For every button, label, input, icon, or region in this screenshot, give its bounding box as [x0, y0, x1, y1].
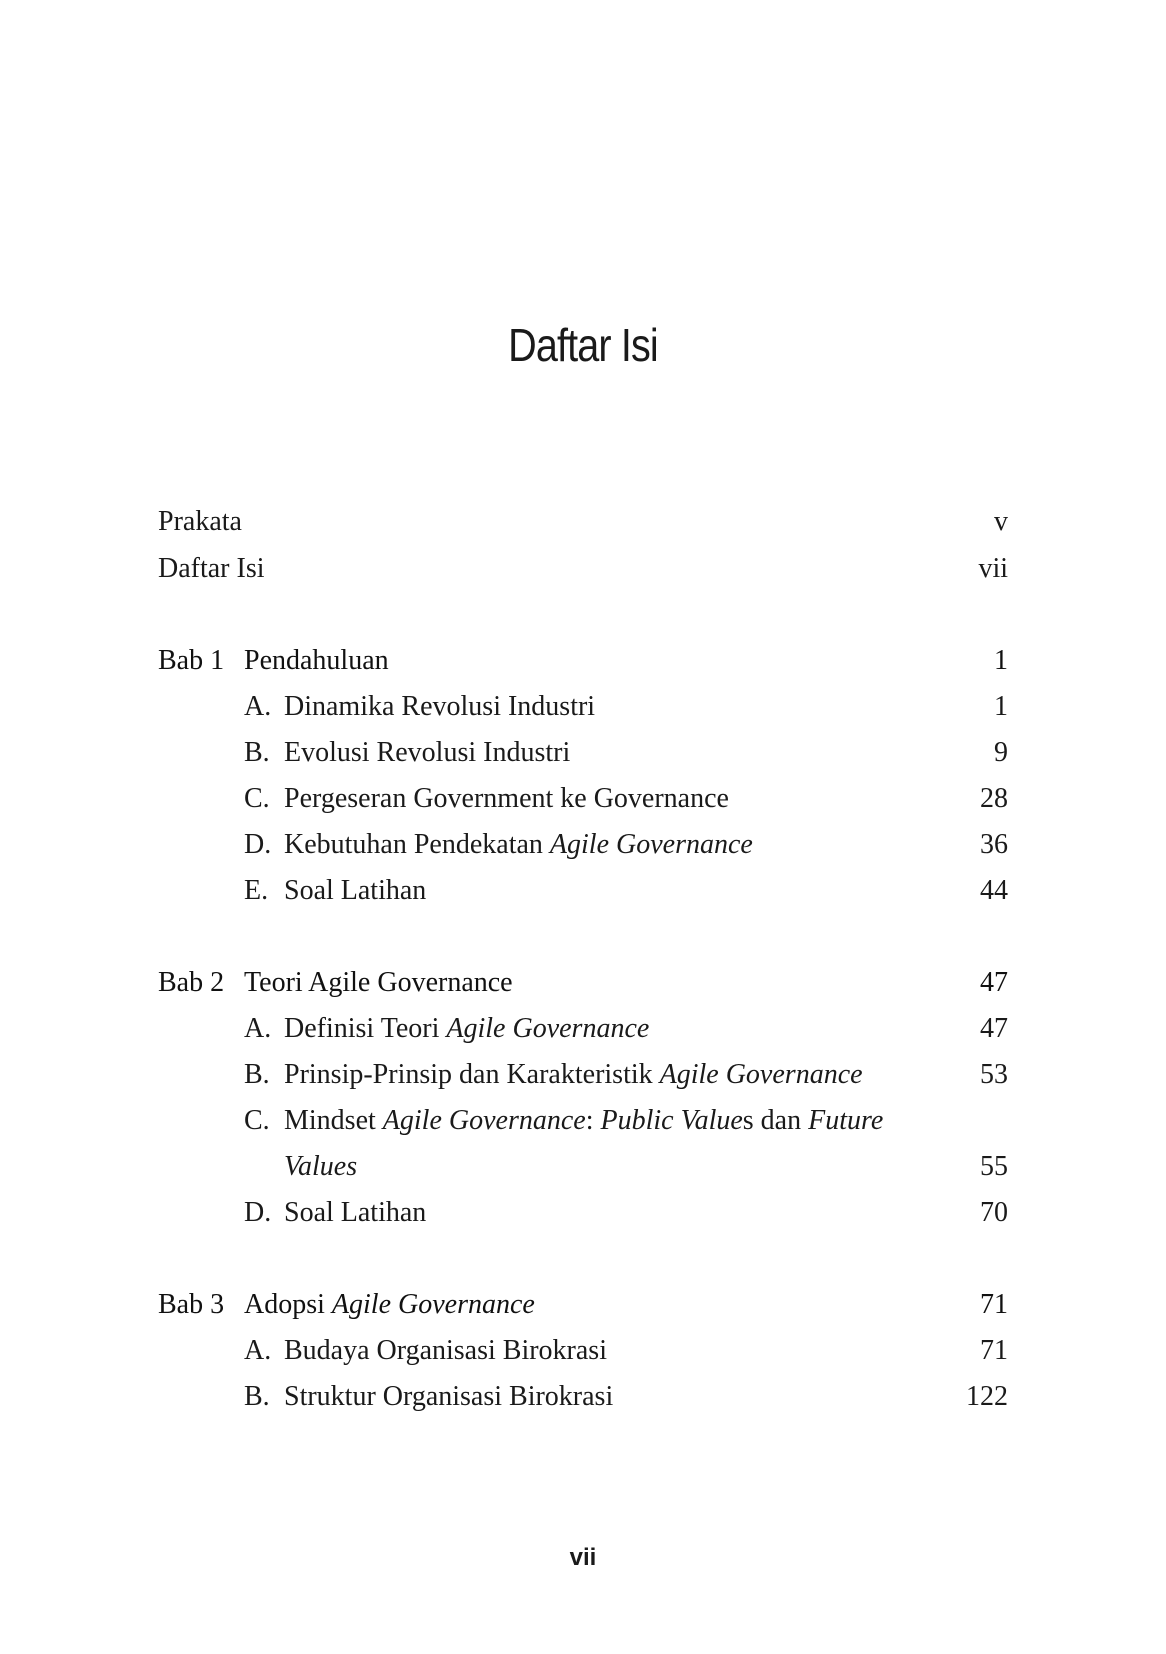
- page-title: Daftar Isi: [508, 319, 658, 371]
- entry-title: Kebutuhan Pendekatan Agile Governance: [284, 829, 753, 860]
- toc-page-number: 47: [980, 1013, 1008, 1044]
- toc-page-number: 122: [966, 1381, 1008, 1412]
- chapter-number: Bab 2: [158, 967, 225, 998]
- toc-chapter-1[interactable]: [158, 643, 1008, 679]
- toc-entry[interactable]: [158, 1379, 1008, 1415]
- entry-letter: C.: [244, 1105, 270, 1136]
- toc-entry[interactable]: [158, 873, 1008, 909]
- toc-page-number: 9: [994, 737, 1008, 768]
- chapter-number: Bab 1: [158, 645, 225, 676]
- entry-title: Prinsip-Prinsip dan Karakteristik Agile Governance: [284, 1059, 863, 1090]
- footer-page-number: vii: [569, 1544, 597, 1571]
- entry-letter: D.: [244, 1197, 272, 1228]
- toc-label: Daftar Isi: [158, 553, 265, 584]
- entry-title: Mindset Agile Governance: Public Values dan Future: [284, 1105, 884, 1136]
- entry-title: Dinamika Revolusi Industri: [284, 691, 596, 722]
- toc-page-number: 70: [980, 1197, 1008, 1228]
- entry-title: Evolusi Revolusi Industri: [284, 737, 571, 768]
- toc-front-prakata[interactable]: [158, 504, 1008, 540]
- toc-entry[interactable]: [158, 689, 1008, 725]
- entry-letter: E.: [244, 875, 269, 906]
- entry-letter: D.: [244, 829, 272, 860]
- entry-letter: B.: [244, 1059, 270, 1090]
- chapter-number: Bab 3: [158, 1289, 225, 1320]
- toc-page-number: 1: [994, 691, 1008, 722]
- toc-label: Prakata: [158, 506, 242, 537]
- entry-title: Definisi Teori Agile Governance: [284, 1013, 650, 1044]
- toc-page-number: v: [994, 506, 1008, 537]
- entry-letter: B.: [244, 737, 270, 768]
- entry-title: Budaya Organisasi Birokrasi: [284, 1335, 607, 1366]
- toc-entry[interactable]: [158, 1195, 1008, 1231]
- toc-chapter-3[interactable]: [158, 1287, 1008, 1323]
- toc-entry[interactable]: [158, 827, 1008, 863]
- toc-entry[interactable]: [158, 781, 1008, 817]
- toc-page-number: 55: [980, 1151, 1008, 1182]
- entry-title: Soal Latihan: [284, 875, 427, 906]
- entry-letter: A.: [244, 1335, 272, 1366]
- chapter-title: Teori Agile Governance: [244, 967, 513, 998]
- chapter-title: Adopsi Agile Governance: [244, 1289, 535, 1320]
- toc-entry[interactable]: [158, 1011, 1008, 1047]
- toc-entry[interactable]: [158, 1103, 1008, 1139]
- entry-letter: C.: [244, 783, 270, 814]
- entry-letter: A.: [244, 691, 272, 722]
- toc-chapter-2[interactable]: [158, 965, 1008, 1001]
- entry-title: Soal Latihan: [284, 1197, 427, 1228]
- toc-front-daftar-isi[interactable]: [158, 551, 1008, 587]
- toc-entry[interactable]: [158, 735, 1008, 771]
- chapter-title: Pendahuluan: [244, 645, 389, 676]
- toc-entry[interactable]: [158, 1333, 1008, 1369]
- toc-page-number: vii: [978, 553, 1008, 584]
- toc-entry-continuation[interactable]: [158, 1149, 1008, 1185]
- toc-page-number: 71: [980, 1289, 1008, 1320]
- entry-letter: B.: [244, 1381, 270, 1412]
- toc-page-number: 53: [980, 1059, 1008, 1090]
- toc-page-number: 1: [994, 645, 1008, 676]
- toc-page-number: 36: [980, 829, 1008, 860]
- toc-page-number: 47: [980, 967, 1008, 998]
- entry-title-continuation: Values: [284, 1151, 358, 1182]
- toc-page-number: 28: [980, 783, 1008, 814]
- toc-page-number: 71: [980, 1335, 1008, 1366]
- entry-letter: A.: [244, 1013, 272, 1044]
- toc-page-number: 44: [980, 875, 1008, 906]
- entry-title: Pergeseran Government ke Governance: [284, 783, 729, 814]
- toc-entry[interactable]: [158, 1057, 1008, 1093]
- entry-title: Struktur Organisasi Birokrasi: [284, 1381, 614, 1412]
